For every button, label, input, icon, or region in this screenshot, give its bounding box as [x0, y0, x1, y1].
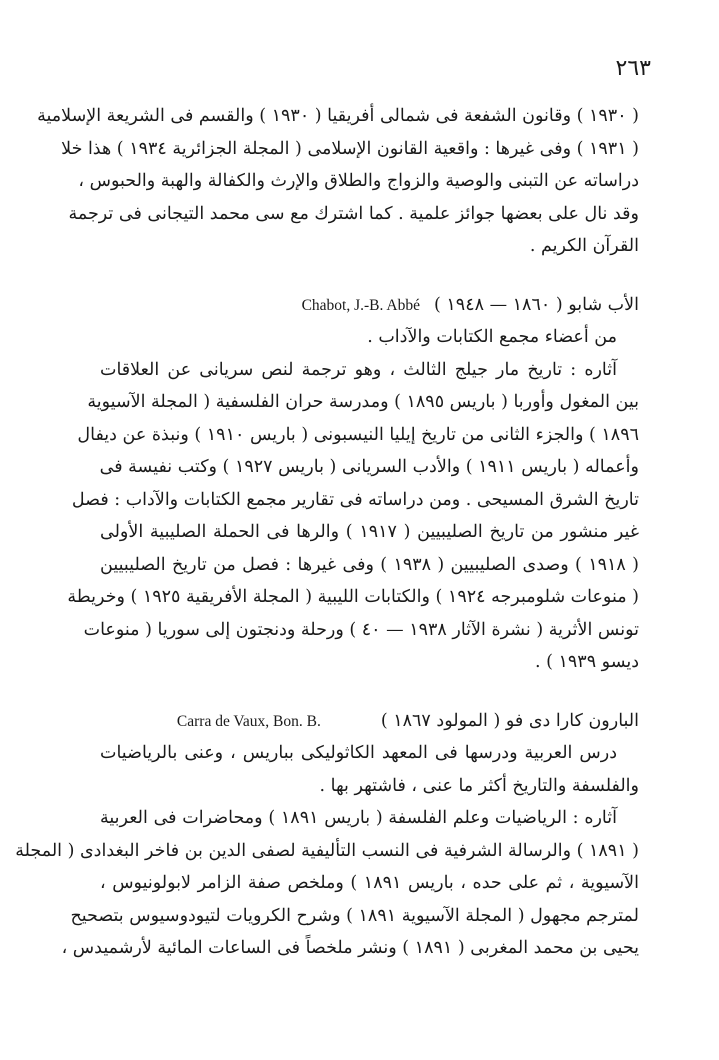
text-line: ( ١٩١٨ ) وصدى الصليبيين ( ١٩٣٨ ) وفى غيرها : فصل من تاريخ الصليبيين — [100, 554, 639, 575]
page-number: ٢٦٣ — [615, 56, 651, 81]
entry-intro: والفلسفة والتاريخ أكثر ما عنى ، فاشتهر بها . — [319, 775, 639, 796]
text-line: لمترجم مجهول ( المجلة الآسيوية ١٨٩١ ) وشرح الكرويات لتيودوسيوس بتصحيح — [70, 905, 639, 926]
page-body — [15, 100, 639, 965]
entry-heading — [100, 705, 639, 738]
text-line: ( ١٩٣٠ ) وقانون الشفعة فى شمالى أفريقيا ( ١٩٣٠ ) والقسم فى الشريعة الإسلامية — [37, 106, 639, 126]
entry-carra-de-vaux — [15, 705, 639, 965]
entry-intro: درس العربية ودرسها فى المعهد الكاثوليكى بباريس ، وعنى بالرياضيات — [100, 743, 617, 763]
text-line: غير منشور من تاريخ الصليبيين ( ١٩١٧ ) والرها فى الحملة الصليبية الأولى — [100, 522, 639, 542]
text-line: وأعماله ( باريس ١٩١١ ) والأدب السريانى ( باريس ١٩٢٧ ) وكتب نفيسة فى — [99, 457, 639, 477]
entry-heading-latin: Chabot, J.-B. Abbé — [301, 296, 420, 314]
text-line: بين المغول وأوربا ( باريس ١٨٩٥ ) ومدرسة حران الفلسفية ( المجلة الآسيوية — [87, 392, 639, 412]
text-line: يحيى بن محمد المغربى ( ١٨٩١ ) ونشر ملخصاً فى الساعات المائية لأرشميدس ، — [61, 938, 639, 958]
text-line: آثاره : الرياضيات وعلم الفلسفة ( باريس ١٨٩١ ) ومحاضرات فى العربية — [100, 808, 617, 828]
text-line: ديسو ١٩٣٩ ) . — [534, 652, 639, 672]
text-line: القرآن الكريم . — [529, 236, 639, 256]
entry-gap — [100, 679, 639, 705]
entry-continuation — [37, 100, 639, 263]
text-line: دراساته عن التبنى والوصية والزواج والطلاق والإرث والكفالة والهبة والحبوس ، — [78, 171, 639, 191]
entry-heading-latin: Carra de Vaux, Bon. B. — [176, 712, 321, 730]
text-line: تاريخ الشرق المسيحى . ومن دراساته فى تقارير مجمع الكتابات والآداب : فصل — [71, 489, 639, 510]
entry-chabot — [67, 289, 639, 679]
text-line: آثاره : تاريخ مار جيلج الثالث ، وهو ترجمة لنص سريانى عن العلاقات — [100, 359, 617, 380]
text-line: ( ١٩٣١ ) وفى غيرها : واقعية القانون الإسلامى ( المجلة الجزائرية ١٩٣٤ ) هذا خلا — [61, 138, 639, 159]
text-line: الآسيوية ، ثم على حده ، باريس ١٨٩١ ) وملخص صفة الزامر لابولونيوس ، — [100, 873, 639, 893]
text-line: ( ١٨٩١ ) والرسالة الشرفية فى النسب التأليفية لصفى الدين بن فاخر البغدادى ( المجلة — [15, 840, 639, 861]
text-line: ١٨٩٦ ) والجزء الثانى من تاريخ إيليا النيسبونى ( باريس ١٩١٠ ) ونبذة عن ديفال — [77, 424, 639, 445]
entry-heading-arabic: البارون كارا دى فو ( المولود ١٨٦٧ ) — [380, 710, 639, 731]
text-line: تونس الأثرية ( نشرة الآثار ١٩٣٨ — ٤٠ ) ورحلة ودنجتون إلى سوريا ( منوعات — [83, 619, 639, 640]
entry-gap — [100, 263, 639, 289]
text-line: ( منوعات شلومبرجه ١٩٢٤ ) والكتابات الليبية ( المجلة الأفريقية ١٩٢٥ ) وخريطة — [67, 587, 639, 607]
entry-intro: من أعضاء مجمع الكتابات والآداب . — [367, 327, 617, 347]
entry-heading-arabic: الأب شابو ( ١٨٦٠ — ١٩٤٨ ) — [434, 294, 639, 315]
entry-heading — [100, 289, 639, 322]
text-line: وقد نال على بعضها جوائز علمية . كما اشترك مع سى محمد التيجانى فى ترجمة — [68, 203, 639, 224]
